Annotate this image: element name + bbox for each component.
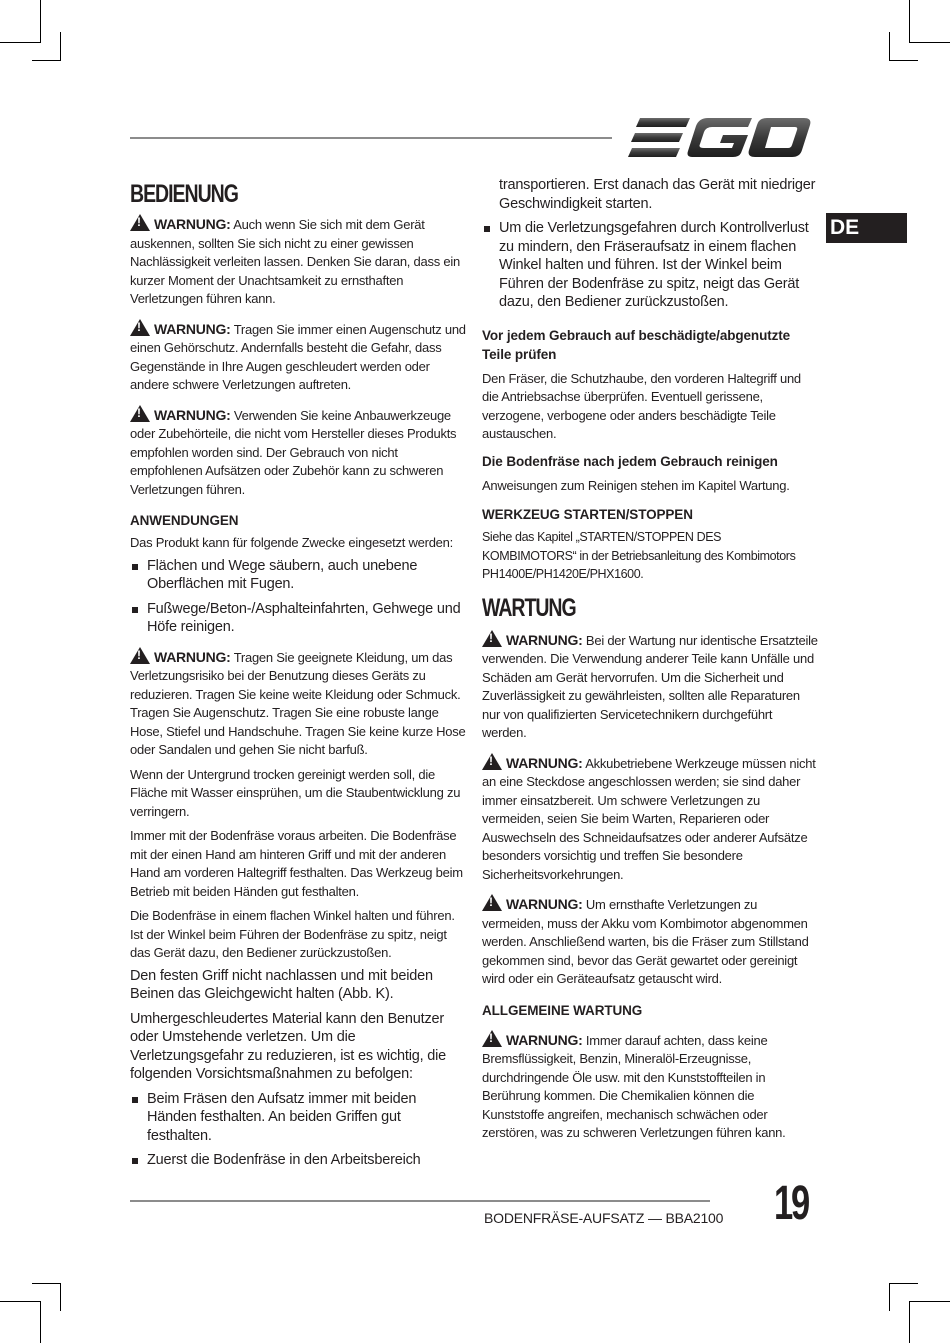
subheading-general-maintenance: ALLGEMEINE WARTUNG bbox=[482, 1002, 643, 1018]
warning-paragraph: !WARNUNG: Tragen Sie immer einen Augenschutz und einen Gehörschutz. Andernfalls besteht die Gefahr, dass Gegenstände in Ihre Augen geschleudert werden oder andere schwere Verletzungen auftreten. bbox=[130, 319, 466, 395]
body-paragraph: Die Bodenfräse in einem flachen Winkel halten und führen. Ist der Winkel beim Führen der Bodenfräse zu spitz, neigt das Gerät dazu, den Bediener zurückzustoßen. bbox=[130, 908, 455, 960]
warning-paragraph: !WARNUNG: Bei der Wartung nur identische Ersatzteile verwenden. Die Verwendung anderer Teile kann Unfälle und Schäden am Gerät hervorrufen. Um die Sicherheit und Zuverlässigkeit zu gewährleisten, sollten alle Reparaturen nur von qualifizierten Servicetechnikern durchgeführt werden. bbox=[482, 630, 818, 743]
warning-icon bbox=[482, 630, 502, 647]
body-paragraph: Siehe das Kapitel „STARTEN/STOPPEN DES KOMBIMOTORS“ in der Betriebsanleitung des Kombimotors PH1400E/PH1420E/PHX1600. bbox=[482, 530, 796, 581]
applications-intro: Das Produkt kann für folgende Zwecke eingesetzt werden: bbox=[130, 535, 453, 550]
crop-mark bbox=[40, 1301, 41, 1343]
list-item: Beim Fräsen den Aufsatz immer mit beiden Händen festhalten. An beiden Griffen gut festhalten. bbox=[130, 1090, 466, 1146]
section-heading-wartung: WARTUNG bbox=[482, 593, 576, 622]
warning-paragraph: !WARNUNG: Um ernsthafte Verletzungen zu vermeiden, muss der Akku vom Kombimotor abgenommen werden. Anschließend warten, bis die Fräser zum Stillstand gekommen sind, bevor das Gerät gewartet oder gereinigt wird oder ein Geräteaufsatz getauscht wird. bbox=[482, 894, 818, 989]
crop-mark bbox=[60, 1283, 61, 1311]
crop-mark bbox=[909, 0, 910, 42]
subheading-check-parts: Vor jedem Gebrauch auf beschädigte/abgenutzte Teile prüfen bbox=[482, 327, 791, 362]
list-item-continued: transportieren. Erst danach das Gerät mit niedriger Geschwindigkeit starten. bbox=[499, 177, 816, 212]
warning-paragraph: !WARNUNG: Verwenden Sie keine Anbauwerkzeuge oder Zubehörteile, die nicht vom Hersteller dieses Produkts empfohlen worden sind. Der Gebrauch von nicht empfohlenen Aufsätzen oder Zubehör kann zu schweren Verletzungen führen. bbox=[130, 405, 466, 500]
warning-paragraph: !WARNUNG: Tragen Sie geeignete Kleidung, um das Verletzungsrisiko bei der Benutzung dieses Geräts zu reduzieren. Tragen Sie keine weite Kleidung oder Schmuck. Tragen Sie Augenschutz. Tragen Sie eine robuste lange Hose, Stiefel und Handschuhe. Tragen Sie keine kurze Hose oder Sandalen und gehen Sie nicht barfuß. bbox=[130, 647, 466, 760]
list-item: Flächen und Wege säubern, auch unebene Oberflächen mit Fugen. bbox=[130, 557, 466, 594]
warning-icon bbox=[482, 894, 502, 911]
warning-icon bbox=[130, 214, 150, 231]
continued-list bbox=[482, 176, 818, 312]
crop-mark bbox=[889, 32, 890, 60]
warning-icon bbox=[130, 319, 150, 336]
crop-mark bbox=[909, 1301, 910, 1343]
body-paragraph: Den festen Griff nicht nachlassen und mit beiden Beinen das Gleichgewicht halten (Abb. K). bbox=[130, 967, 433, 1002]
warning-icon bbox=[130, 405, 150, 422]
crop-mark bbox=[889, 1283, 918, 1284]
list-item: Zuerst die Bodenfräse in den Arbeitsbereich bbox=[130, 1151, 466, 1170]
crop-mark bbox=[32, 60, 61, 61]
crop-mark bbox=[0, 1301, 41, 1302]
crop-mark bbox=[0, 42, 41, 43]
warning-icon bbox=[482, 1030, 502, 1047]
subheading-anwendungen: ANWENDUNGEN bbox=[130, 513, 239, 528]
warning-icon bbox=[130, 647, 150, 664]
warning-paragraph: !WARNUNG: Akkubetriebene Werkzeuge müssen nicht an eine Steckdose angeschlossen werden; sie sind daher immer einsatzbereit. Um schwere Verletzungen zu vermeiden, seien Sie beim Warten, Reparieren oder Auswechseln des Schneidaufsatzes oder anderer Aufsätze besonders vorsichtig und treffen Sie besondere Sicherheitsvorkehrungen. bbox=[482, 753, 818, 885]
header-rule bbox=[130, 137, 612, 139]
page-number: 19 bbox=[774, 1177, 809, 1230]
footer-product-name: BODENFRÄSE-AUFSATZ — BBA2100 bbox=[484, 1210, 724, 1226]
warning-paragraph: !WARNUNG: Immer darauf achten, dass keine Bremsflüssigkeit, Benzin, Mineralöl-Erzeugnisse, durchdringende Öle usw. mit den Kunststoffteilen in Berührung kommen. Die Chemikalien können die Kunststoffe angreifen, mechanisch schwächen oder zerstören, was zu schweren Verletzungen führen kann. bbox=[482, 1030, 818, 1143]
footer-rule bbox=[130, 1200, 710, 1202]
list-item: Fußwege/Beton-/Asphalteinfahrten, Gehwege und Höfe reinigen. bbox=[130, 600, 466, 637]
crop-mark bbox=[889, 60, 918, 61]
left-column bbox=[130, 178, 466, 1170]
warning-icon bbox=[482, 753, 502, 770]
list-item: Um die Verletzungsgefahren durch Kontrollverlust zu mindern, den Fräseraufsatz in einem flachen Winkel halten und führen. Ist der Winkel beim Führen der Bodenfräse zu spitz, neigt das Gerät dazu, den Bediener zurückzustoßen. bbox=[482, 219, 818, 312]
language-tab: DE bbox=[826, 213, 907, 243]
crop-mark bbox=[909, 1301, 950, 1302]
section-heading-bedienung: BEDIENUNG bbox=[130, 180, 238, 208]
crop-mark bbox=[60, 32, 61, 60]
right-column bbox=[482, 176, 818, 1143]
crop-mark bbox=[32, 1283, 61, 1284]
body-paragraph: Wenn der Untergrund trocken gereinigt werden soll, die Fläche mit Wasser einsprühen, um die Staubentwicklung zu verringern. bbox=[130, 766, 461, 819]
warning-paragraph: !WARNUNG: Auch wenn Sie sich mit dem Gerät auskennen, sollten Sie sich nicht zu einer gewissen Nachlässigkeit verleiten lassen. Denken Sie daran, dass ein kurzer Moment der Unachtsamkeit zu ernsthaften Verletzungen führen kann. bbox=[130, 214, 466, 309]
body-paragraph: Immer mit der Bodenfräse voraus arbeiten. Die Bodenfräse mit der einen Hand am hinteren Griff und mit der anderen Hand am vorderen Haltegriff festhalten. Das Werkzeug beim Betrieb mit beiden Händen gut festhalten. bbox=[130, 828, 463, 899]
body-paragraph: Den Fräser, die Schutzhaube, den vorderen Haltegriff und die Antriebsachse überprüfen. Eventuell gerissene, verzogene, verbogene oder anders beschädigte Teile austauschen. bbox=[482, 370, 801, 441]
body-paragraph: Anweisungen zum Reinigen stehen im Kapitel Wartung. bbox=[482, 477, 790, 493]
subheading-cleaning: Die Bodenfräse nach jedem Gebrauch reinigen bbox=[482, 453, 778, 469]
precautions-list bbox=[130, 1090, 466, 1170]
applications-list bbox=[130, 557, 466, 637]
ego-logo bbox=[628, 116, 812, 160]
body-paragraph: Umhergeschleudertes Material kann den Benutzer oder Umstehende verletzen. Um die Verletzungsgefahr zu reduzieren, ist es wichtig, die folgenden Vorsichtsmaßnahmen zu befolgen: bbox=[130, 1010, 447, 1082]
crop-mark bbox=[40, 0, 41, 42]
subheading-start-stop: WERKZEUG STARTEN/STOPPEN bbox=[482, 507, 693, 522]
crop-mark bbox=[889, 1283, 890, 1311]
crop-mark bbox=[909, 42, 950, 43]
